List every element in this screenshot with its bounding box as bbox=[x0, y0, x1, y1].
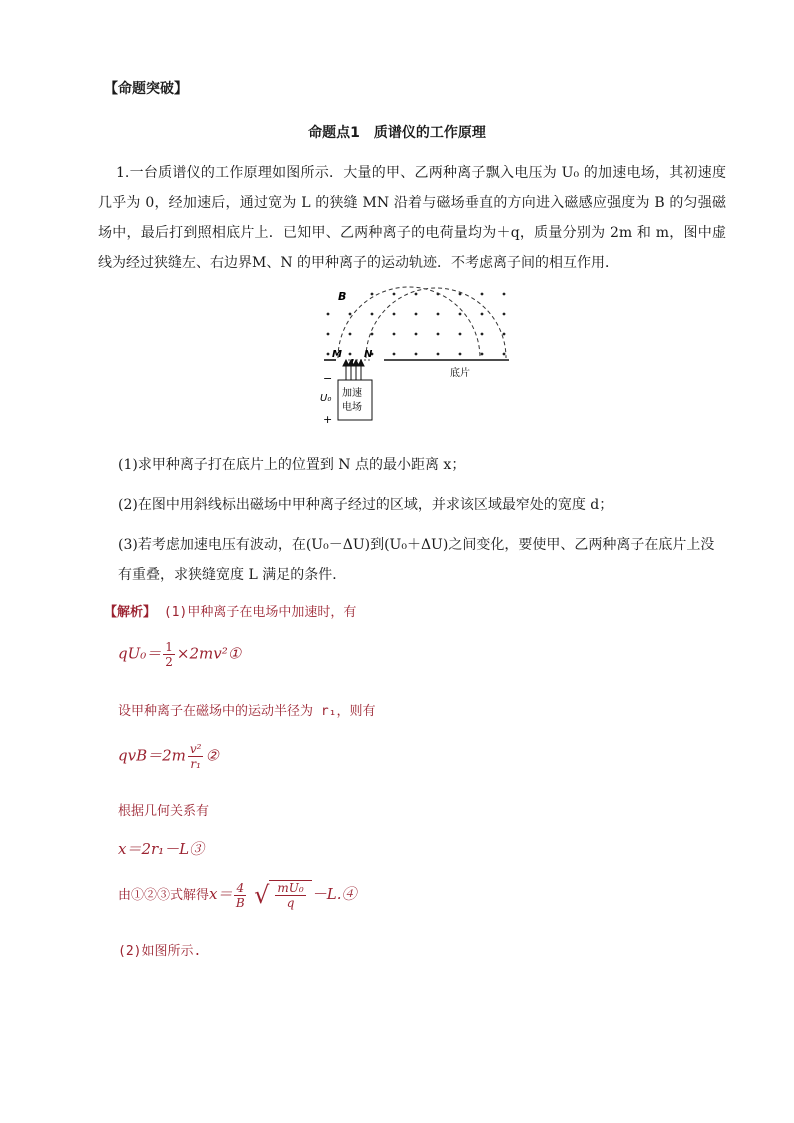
question-3: (3)若考虑加速电压有波动，在(U₀－ΔU)到(U₀＋ΔU)之间变化，要使甲、乙两种离子在底片上没有重叠，求狭缝宽度 L 满足的条件． bbox=[118, 537, 715, 583]
field-dot bbox=[393, 313, 396, 316]
equation-2: qvB＝2m $\frac{\text{v²}}{\text{r₁}}$ ② bbox=[118, 742, 219, 771]
solution-step-1: (1)甲种离子在电场中加速时，有 bbox=[163, 605, 357, 620]
field-dot bbox=[327, 313, 330, 316]
solution-step-3: 根据几何关系有 bbox=[118, 804, 210, 819]
equation-4-fraction: $\frac{4}{B}$ bbox=[235, 880, 245, 910]
equation-4: 由①②③式解得x＝ $\frac{4}{B}$ √ $\frac{\text{mU₀}}{q}$ －L.④ bbox=[118, 880, 357, 910]
field-dot bbox=[393, 333, 396, 336]
m-label: M bbox=[332, 349, 342, 360]
field-dot bbox=[371, 333, 374, 336]
problem-text: 一台质谱仪的工作原理如图所示．大量的甲、乙两种离子飘入电压为 U₀ 的加速电场，其初速度几乎为 0，经加速后，通过宽为 L 的狭缝 MN 沿着与磁场垂直的方向进入磁感应强度为 B 的匀强磁场中，最后打到照相底片上．已知甲、乙两种离子的电荷量均为＋q，质量分别为 2m 和 m，图中虚线为经过狭缝左、右边界M、N 的甲种离子的运动轨迹．不考虑离子间的相互作用． bbox=[98, 165, 726, 271]
field-dot bbox=[503, 333, 506, 336]
field-dot bbox=[393, 293, 396, 296]
question-1: (1)求甲种离子打在底片上的位置到 N 点的最小距离 x； bbox=[118, 457, 466, 473]
mass-spectrometer-figure bbox=[318, 284, 510, 426]
field-dot bbox=[327, 353, 330, 356]
solution-line-1 bbox=[104, 601, 356, 620]
n-label: N bbox=[364, 349, 373, 360]
question-2: (2)在图中用斜线标出磁场中甲种离子经过的区域，并求该区域最窄处的宽度 d； bbox=[118, 497, 614, 513]
point-title: 命题点1 质谱仪的工作原理 bbox=[308, 125, 486, 141]
field-dot bbox=[437, 313, 440, 316]
field-dot bbox=[481, 293, 484, 296]
field-dot bbox=[459, 313, 462, 316]
field-dot bbox=[459, 353, 462, 356]
radicand bbox=[269, 880, 311, 910]
voltage-label: U₀ bbox=[320, 393, 332, 404]
problem-statement bbox=[98, 158, 726, 278]
field-dot bbox=[327, 333, 330, 336]
solution-step-5: (2)如图所示. bbox=[118, 944, 202, 959]
box-text-line2: 电场 bbox=[342, 402, 362, 413]
field-dot bbox=[481, 333, 484, 336]
equation-1: qU₀＝ $\frac{1}{2}$ ×2mv²① bbox=[118, 640, 242, 669]
box-text-line1: 加速 bbox=[342, 388, 362, 399]
field-dot bbox=[481, 313, 484, 316]
field-dot bbox=[503, 313, 506, 316]
trajectory-arc-outer bbox=[338, 287, 480, 358]
problem-number: 1. bbox=[116, 165, 130, 181]
field-label: B bbox=[338, 290, 347, 303]
solution-label: 【解析】 bbox=[104, 605, 157, 620]
plus-sign: + bbox=[323, 413, 333, 426]
field-dot bbox=[415, 333, 418, 336]
section-tag: 【命题突破】 bbox=[104, 81, 188, 97]
trajectory-arc-inner bbox=[366, 288, 506, 358]
field-dot bbox=[415, 293, 418, 296]
field-dot bbox=[503, 293, 506, 296]
minus-sign: − bbox=[323, 372, 333, 385]
field-dot bbox=[415, 313, 418, 316]
field-dot bbox=[503, 353, 506, 356]
field-dot bbox=[393, 353, 396, 356]
field-dot bbox=[371, 293, 374, 296]
equation-1-fraction: $\frac{1}{2}$ bbox=[165, 640, 173, 669]
field-dot bbox=[349, 353, 352, 356]
solution-step-2: 设甲种离子在磁场中的运动半径为 r₁，则有 bbox=[118, 704, 376, 719]
field-dot bbox=[437, 333, 440, 336]
field-dot bbox=[415, 353, 418, 356]
field-dot bbox=[349, 333, 352, 336]
sqrt-symbol: √ bbox=[254, 881, 270, 909]
acceleration-box bbox=[338, 380, 372, 420]
field-dot bbox=[349, 313, 352, 316]
field-dot bbox=[459, 333, 462, 336]
equation-3: x＝2r₁－L③ bbox=[118, 840, 205, 858]
equation-2-fraction: $\frac{\text{v²}}{\text{r₁}}$ bbox=[189, 742, 202, 771]
plate-label: 底片 bbox=[450, 368, 470, 379]
field-dot bbox=[481, 353, 484, 356]
radicand-fraction: $\frac{\text{mU₀}}{q}$ bbox=[277, 881, 304, 910]
field-dot bbox=[371, 313, 374, 316]
field-dot bbox=[437, 353, 440, 356]
